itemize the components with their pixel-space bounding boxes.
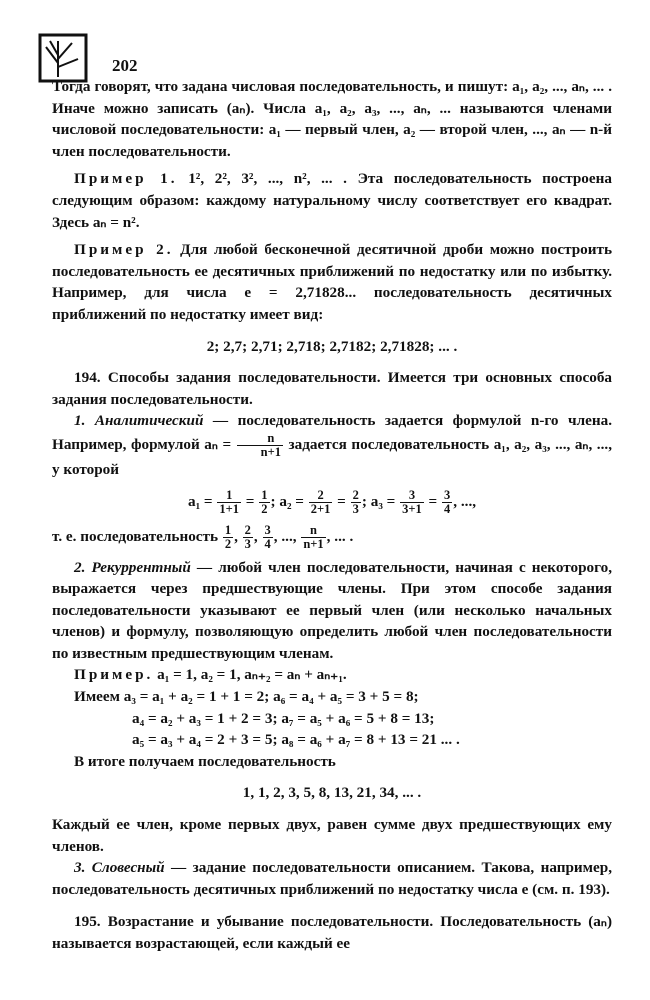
section-195-body: Последовательность (aₙ) называется возрастающей, если каждый ее bbox=[52, 913, 612, 952]
example-3-row-1: Имеем a₃ = a₁ + a₂ = 1 + 1 = 2; a₆ = a₄ + a₅ = 3 + 5 = 8; bbox=[74, 688, 419, 706]
method-3 bbox=[52, 857, 612, 900]
method-3-body: — задание последовательности описанием. Такова, например, последовательность десятичных приближений по недостатку числа e (см. п. 193). bbox=[52, 859, 613, 898]
example-1-body: 1², 2², 3², ..., n², ... . Эта последовательность построена следующим образом: каждому натуральному числу соответствует его квадрат. Здесь aₙ = n². bbox=[52, 170, 612, 231]
fraction-a3-short: $\frac{3}{4}$ bbox=[444, 487, 451, 516]
section-194-intro: Имеется три основных способа задания последовательности. bbox=[52, 369, 613, 408]
method-2-label: 2. Рекуррентный bbox=[74, 558, 191, 576]
method-3-label: 3. Словесный bbox=[74, 859, 165, 877]
sequence-terms-equation: a₁ = $\frac{1}{1+1}$ = $\frac{1}{2}$ ; a₂ = $\frac{2}{2+1}$ = $\frac{2}{3}$ ; a₃ = $\frac{3}{3+1}$ = $\frac{3}{4}$ , ..., bbox=[187, 487, 477, 516]
method-2 bbox=[52, 557, 612, 665]
example-3-label: Пример. bbox=[74, 666, 154, 684]
example-3-body: a₁ = 1, a₂ = 1, aₙ₊₂ = aₙ + aₙ₊₁. bbox=[157, 666, 347, 684]
example-3 bbox=[52, 664, 612, 686]
section-195-title: 195. Возрастание и убывание последовательности. bbox=[74, 913, 434, 931]
e-approx-sequence: 2; 2,7; 2,71; 2,718; 2,7182; 2,71828; ... . bbox=[206, 337, 458, 355]
section-194 bbox=[52, 367, 612, 410]
example-1-label: Пример 1. bbox=[74, 170, 178, 188]
section-194-title: 194. Способы задания последовательности. bbox=[74, 369, 381, 387]
page-body bbox=[52, 76, 612, 955]
fraction-a3-full: $\frac{3}{3+1}$ bbox=[402, 487, 422, 516]
example-3-result-intro: В итоге получаем последовательность bbox=[74, 752, 336, 770]
sequence-listing: т. е. последовательность $\frac{1}{2}$ , $\frac{2}{3}$ , $\frac{3}{4}$ , ..., $\frac{n}{n+1}$ , ... . bbox=[52, 522, 354, 551]
example-1 bbox=[52, 168, 612, 233]
sequence-listing-prefix: т. е. последовательность bbox=[52, 527, 219, 545]
section-195 bbox=[52, 911, 612, 954]
fibonacci-sequence: 1, 1, 2, 3, 5, 8, 13, 21, 34, ... . bbox=[242, 784, 422, 802]
example-2-label: Пример 2. bbox=[74, 241, 174, 259]
example-3-row-2: a₄ = a₂ + a₃ = 1 + 2 = 3; a₇ = a₅ + a₆ = 5 + 8 = 13; bbox=[132, 709, 435, 727]
method-1 bbox=[52, 410, 612, 480]
page-number: 202 bbox=[112, 56, 138, 75]
fibonacci-note: Каждый ее член, кроме первых двух, равен сумме двух предшествующих ему членов. bbox=[52, 816, 612, 855]
method-1-label: 1. Аналитический bbox=[74, 412, 204, 430]
fraction-a2-short: $\frac{2}{3}$ bbox=[352, 487, 359, 516]
method-2-body: — любой член последовательности, начиная с некоторого, выражается через предшествующие члены. При этом способе задания последовательности указывают ее первый член (или несколько начальных членов) и формулу, позволяющую определить любой член последовательности по известным предшествующим членам. bbox=[52, 558, 613, 662]
fraction-a2-full: $\frac{2}{2+1}$ bbox=[310, 487, 331, 516]
example-2-body: Для любой бесконечной десятичной дроби можно построить последовательность ее десятичных приближений по недостатку или по избытку. Например, для числа e = 2,71828... последовательность десятичных приближений по недостатку имеет вид: bbox=[52, 241, 613, 323]
method-1-body-1: — последовательность задается формулой n-го члена. Например, формулой bbox=[52, 412, 612, 453]
intro-paragraph: Тогда говорят, что задана числовая последовательность, и пишут: a₁, a₂, ..., aₙ, ... . Иначе можно записать (aₙ). Числа a₁, a₂, a₃, ..., aₙ, ... называются членами числовой последовательности: a₁ — первый член, a₂ — второй член, ..., aₙ — n-й член последовательности. bbox=[52, 78, 612, 160]
fraction-a1-short: $\frac{1}{2}$ bbox=[261, 487, 268, 516]
example-3-row-3: a₅ = a₃ + a₄ = 2 + 3 = 5; a₈ = a₆ + a₇ = 8 + 13 = 21 ... . bbox=[132, 731, 460, 749]
example-2 bbox=[52, 239, 612, 325]
fraction-a1-full: $\frac{1}{1+1}$ bbox=[219, 487, 239, 516]
method-1-body-2: задается последовательность a₁, a₂, a₃, ..., aₙ, ..., у которой bbox=[52, 435, 612, 478]
fraction-n-over-n1: $\frac{n}{n+1}$ bbox=[237, 432, 283, 459]
method-1-formula: aₙ = bbox=[204, 435, 232, 453]
